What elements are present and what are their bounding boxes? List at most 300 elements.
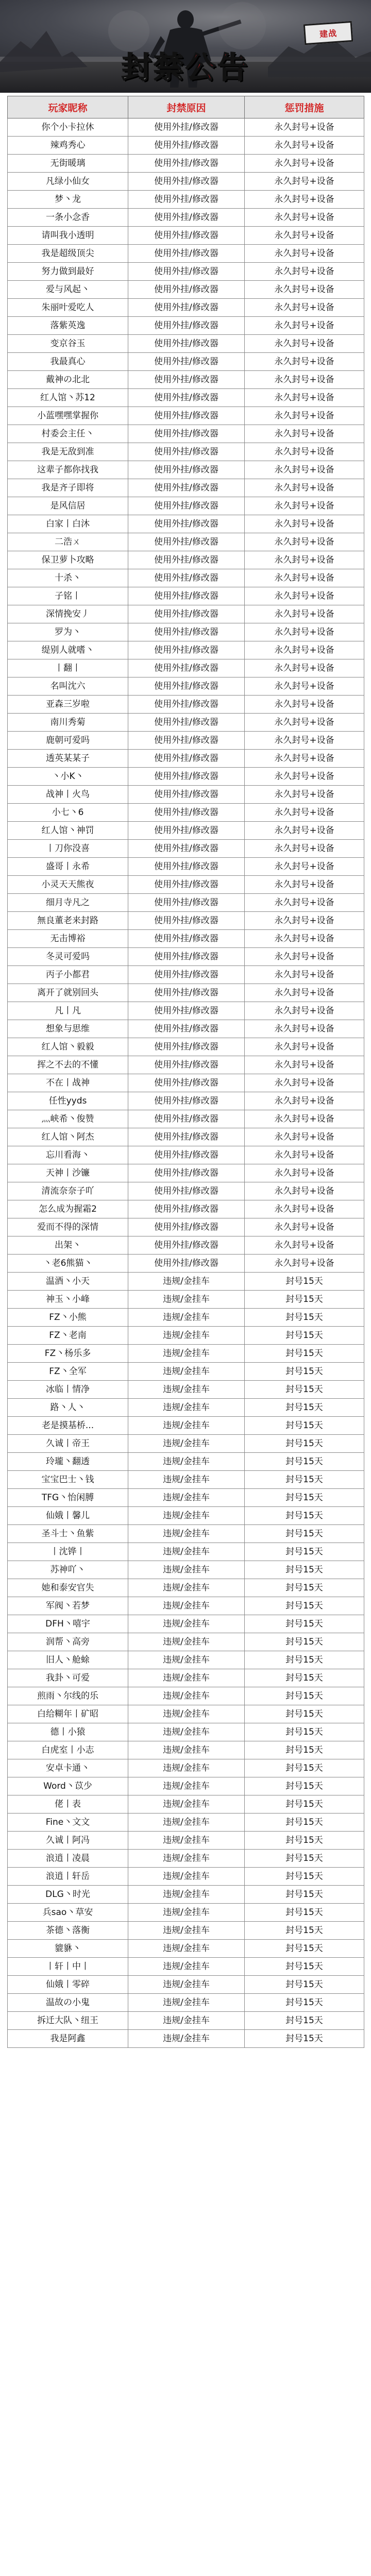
cell-penalty: 永久封号+设备 [245,1020,364,1038]
cell-ban-reason: 使用外挂/修改器 [128,714,245,732]
cell-ban-reason: 违规/金挂车 [128,1940,245,1958]
cell-player-name: 凡绿小仙女 [8,173,128,191]
cell-player-name: 鹿朝可爱吗 [8,732,128,750]
cell-ban-reason: 使用外挂/修改器 [128,263,245,281]
cell-ban-reason: 使用外挂/修改器 [128,299,245,317]
cell-player-name: 透英某某子 [8,750,128,768]
cell-player-name: 仙娥丨馨儿 [8,1507,128,1525]
cell-player-name: 我是齐子即将 [8,479,128,497]
cell-player-name: 润帮丶高旁 [8,1633,128,1651]
cell-ban-reason: 使用外挂/修改器 [128,1146,245,1164]
cell-ban-reason: 使用外挂/修改器 [128,894,245,912]
table-row [8,858,364,876]
cell-penalty: 永久封号+设备 [245,1255,364,1273]
table-row [8,1795,364,1814]
cell-ban-reason: 使用外挂/修改器 [128,389,245,407]
cell-ban-reason: 使用外挂/修改器 [128,533,245,551]
cell-penalty: 永久封号+设备 [245,443,364,461]
cell-ban-reason: 违规/金挂车 [128,1687,245,1705]
cell-ban-reason: 违规/金挂车 [128,2030,245,2048]
cell-penalty: 封号15天 [245,2030,364,2048]
cell-player-name: 请叫我小透明 [8,227,128,245]
table-row [8,1543,364,1561]
cell-ban-reason: 使用外挂/修改器 [128,966,245,984]
cell-penalty: 永久封号+设备 [245,263,364,281]
table-row [8,1381,364,1399]
cell-penalty: 封号15天 [245,1597,364,1615]
cell-player-name: 老是摸基桥... [8,1417,128,1435]
cell-player-name: 無良董老来封路 [8,912,128,930]
cell-player-name: 玲瓏丶翻透 [8,1453,128,1471]
cell-ban-reason: 违规/金挂车 [128,1615,245,1633]
title-red-part: 公告 [185,50,250,85]
cell-penalty: 永久封号+设备 [245,191,364,209]
cell-player-name: 十杀丶 [8,569,128,587]
cell-player-name: 红人馆丶毅毅 [8,1038,128,1056]
table-row [8,1273,364,1291]
table-row [8,1814,364,1832]
cell-ban-reason: 使用外挂/修改器 [128,587,245,605]
cell-player-name: 我卦丶可爱 [8,1669,128,1687]
cell-ban-reason: 使用外挂/修改器 [128,371,245,389]
cell-ban-reason: 违规/金挂车 [128,1561,245,1579]
cell-penalty: 封号15天 [245,1976,364,1994]
cell-ban-reason: 使用外挂/修改器 [128,840,245,858]
cell-player-name: 村委会主任丶 [8,425,128,443]
table-row [8,948,364,966]
table-row [8,1128,364,1146]
cell-ban-reason: 使用外挂/修改器 [128,659,245,677]
cell-player-name: 子铭丨 [8,587,128,605]
cell-ban-reason: 使用外挂/修改器 [128,137,245,155]
table-row [8,461,364,479]
table-row [8,714,364,732]
cell-player-name: 戴神の北北 [8,371,128,389]
cell-penalty: 永久封号+设备 [245,623,364,641]
table-row [8,2012,364,2030]
table-row [8,335,364,353]
cell-player-name: 白给糊年丨矿昭 [8,1705,128,1723]
cell-ban-reason: 使用外挂/修改器 [128,605,245,623]
cell-player-name: 浪逍丨凌晨 [8,1850,128,1868]
table-row [8,1777,364,1795]
cell-ban-reason: 使用外挂/修改器 [128,641,245,659]
cell-penalty: 永久封号+设备 [245,587,364,605]
cell-ban-reason: 使用外挂/修改器 [128,876,245,894]
table-row [8,1164,364,1182]
cell-player-name: 梦丶龙 [8,191,128,209]
cell-player-name: 冰临丨情净 [8,1381,128,1399]
cell-player-name: 丶老6熊猫丶 [8,1255,128,1273]
cell-penalty: 封号15天 [245,1381,364,1399]
cell-ban-reason: 使用外挂/修改器 [128,209,245,227]
cell-penalty: 封号15天 [245,1435,364,1453]
table-row [8,1471,364,1489]
cell-penalty: 封号15天 [245,1561,364,1579]
cell-ban-reason: 使用外挂/修改器 [128,1110,245,1128]
cell-penalty: 永久封号+设备 [245,173,364,191]
cell-penalty: 封号15天 [245,1922,364,1940]
table-row [8,1976,364,1994]
cell-player-name: 无街暖璃 [8,155,128,173]
cell-penalty: 封号15天 [245,1453,364,1471]
cell-penalty: 封号15天 [245,1579,364,1597]
cell-penalty: 封号15天 [245,1723,364,1741]
cell-ban-reason: 使用外挂/修改器 [128,732,245,750]
cell-ban-reason: 使用外挂/修改器 [128,1182,245,1200]
title-white-part: 封禁 [121,50,185,85]
cell-ban-reason: 违规/金挂车 [128,1651,245,1669]
cell-ban-reason: 使用外挂/修改器 [128,569,245,587]
cell-penalty: 永久封号+设备 [245,245,364,263]
cell-penalty: 封号15天 [245,1940,364,1958]
table-row [8,1687,364,1705]
table-row [8,659,364,677]
table-row [8,966,364,984]
cell-ban-reason: 使用外挂/修改器 [128,1056,245,1074]
table-row [8,696,364,714]
table-body [8,118,364,2048]
cell-penalty: 永久封号+设备 [245,515,364,533]
cell-ban-reason: 违规/金挂车 [128,1417,245,1435]
table-row [8,876,364,894]
table-row [8,569,364,587]
cell-penalty: 永久封号+设备 [245,227,364,245]
cell-player-name: 苏神吖丶 [8,1561,128,1579]
cell-penalty: 永久封号+设备 [245,533,364,551]
cell-player-name: 久诚丨阿冯 [8,1832,128,1850]
table-row [8,1092,364,1110]
cell-ban-reason: 违规/金挂车 [128,1705,245,1723]
cell-penalty: 永久封号+设备 [245,641,364,659]
cell-ban-reason: 使用外挂/修改器 [128,353,245,371]
table-row [8,1110,364,1128]
cell-player-name: 茶德丶落衡 [8,1922,128,1940]
cell-ban-reason: 违规/金挂车 [128,1327,245,1345]
table-row [8,1723,364,1741]
cell-penalty: 永久封号+设备 [245,155,364,173]
game-logo-badge [303,21,353,45]
cell-player-name: 温故の小鬼 [8,1994,128,2012]
cell-player-name: 她和泰安官失 [8,1579,128,1597]
cell-player-name: 佬丨表 [8,1795,128,1814]
cell-player-name: 清流奈奈子吖 [8,1182,128,1200]
cell-player-name: 丙子小都君 [8,966,128,984]
table-row [8,894,364,912]
cell-penalty: 封号15天 [245,1633,364,1651]
table-row [8,1525,364,1543]
cell-ban-reason: 使用外挂/修改器 [128,1038,245,1056]
table-row [8,1489,364,1507]
cell-player-name: 丨沈铧丨 [8,1543,128,1561]
cell-penalty: 永久封号+设备 [245,551,364,569]
cell-ban-reason: 使用外挂/修改器 [128,191,245,209]
cell-ban-reason: 使用外挂/修改器 [128,822,245,840]
cell-player-name: 拆迁大队丶纽王 [8,2012,128,2030]
table-row [8,930,364,948]
cell-ban-reason: 违规/金挂车 [128,1850,245,1868]
cell-ban-reason: 使用外挂/修改器 [128,173,245,191]
cell-player-name: 保卫萝卜攻略 [8,551,128,569]
cell-ban-reason: 使用外挂/修改器 [128,317,245,335]
cell-ban-reason: 违规/金挂车 [128,1814,245,1832]
cell-player-name: 任性yyds [8,1092,128,1110]
cell-player-name: 是风信居 [8,497,128,515]
cell-penalty: 封号15天 [245,1850,364,1868]
table-row [8,1958,364,1976]
cell-ban-reason: 使用外挂/修改器 [128,515,245,533]
cell-ban-reason: 使用外挂/修改器 [128,912,245,930]
table-row [8,1705,364,1723]
header-ban-reason: 封禁原因 [128,96,245,118]
table-row [8,822,364,840]
cell-penalty: 永久封号+设备 [245,209,364,227]
cell-ban-reason: 违规/金挂车 [128,1976,245,1994]
table-row [8,1417,364,1435]
table-row [8,732,364,750]
cell-ban-reason: 使用外挂/修改器 [128,696,245,714]
cell-ban-reason: 违规/金挂车 [128,1868,245,1886]
cell-ban-reason: 使用外挂/修改器 [128,1164,245,1182]
table-row [8,1309,364,1327]
cell-penalty: 封号15天 [245,1795,364,1814]
cell-ban-reason: 使用外挂/修改器 [128,1236,245,1255]
table-row [8,155,364,173]
table-row [8,299,364,317]
cell-penalty: 封号15天 [245,1994,364,2012]
cell-player-name: 温酒丶小天 [8,1273,128,1291]
cell-penalty: 永久封号+设备 [245,1092,364,1110]
cell-ban-reason: 违规/金挂车 [128,1669,245,1687]
cell-player-name: 缇别人就嗜丶 [8,641,128,659]
cell-player-name: 名叫沈六 [8,677,128,696]
table-row [8,281,364,299]
cell-player-name: 二浩ㄨ [8,533,128,551]
cell-penalty: 封号15天 [245,1705,364,1723]
cell-player-name: Fine丶文文 [8,1814,128,1832]
cell-player-name: 小灵天天熊夜 [8,876,128,894]
cell-ban-reason: 使用外挂/修改器 [128,461,245,479]
cell-player-name: 安卓卡通丶 [8,1759,128,1777]
table-row [8,551,364,569]
cell-ban-reason: 使用外挂/修改器 [128,479,245,497]
cell-player-name: DFH丶嘻宇 [8,1615,128,1633]
table-row [8,1561,364,1579]
table-row [8,407,364,425]
cell-penalty: 永久封号+设备 [245,389,364,407]
cell-player-name: 细月寺凡之 [8,894,128,912]
table-row [8,1615,364,1633]
table-row [8,804,364,822]
cell-penalty: 永久封号+设备 [245,479,364,497]
cell-penalty: 永久封号+设备 [245,299,364,317]
cell-player-name: 灬峡希丶俊赞 [8,1110,128,1128]
table-row [8,1218,364,1236]
table-row [8,1507,364,1525]
cell-penalty: 封号15天 [245,2012,364,2030]
cell-player-name: 煎雨丶尔线的乐 [8,1687,128,1705]
cell-penalty: 永久封号+设备 [245,605,364,623]
cell-penalty: 永久封号+设备 [245,732,364,750]
cell-player-name: 天神丨沙镰 [8,1164,128,1182]
game-logo-text: 建战 [319,28,338,39]
table-row [8,1633,364,1651]
table-row [8,1651,364,1669]
cell-penalty: 永久封号+设备 [245,118,364,137]
cell-penalty: 永久封号+设备 [245,461,364,479]
cell-penalty: 永久封号+设备 [245,335,364,353]
cell-penalty: 封号15天 [245,1309,364,1327]
table-row [8,1435,364,1453]
cell-penalty: 封号15天 [245,1345,364,1363]
cell-ban-reason: 使用外挂/修改器 [128,1092,245,1110]
cell-player-name: 浪逍丨轩岳 [8,1868,128,1886]
table-row [8,1904,364,1922]
cell-player-name: TFG丶怡闲膊 [8,1489,128,1507]
table-row [8,587,364,605]
table-row [8,786,364,804]
cell-penalty: 永久封号+设备 [245,1200,364,1218]
cell-penalty: 封号15天 [245,1507,364,1525]
cell-player-name: FZ丶老南 [8,1327,128,1345]
cell-ban-reason: 使用外挂/修改器 [128,1200,245,1218]
cell-penalty: 永久封号+设备 [245,371,364,389]
cell-penalty: 永久封号+设备 [245,317,364,335]
table-row [8,677,364,696]
table-row [8,1759,364,1777]
table-row [8,1291,364,1309]
cell-player-name: 战神丨火鸟 [8,786,128,804]
table-row [8,443,364,461]
cell-player-name: 我是超级顶尖 [8,245,128,263]
cell-penalty: 永久封号+设备 [245,822,364,840]
cell-player-name: 变京谷玉 [8,335,128,353]
cell-player-name: 忘川看海丶 [8,1146,128,1164]
cell-penalty: 永久封号+设备 [245,1128,364,1146]
cell-ban-reason: 违规/金挂车 [128,1904,245,1922]
cell-ban-reason: 使用外挂/修改器 [128,227,245,245]
table-row [8,317,364,335]
cell-penalty: 永久封号+设备 [245,948,364,966]
table-row [8,227,364,245]
cell-player-name: 丶小K丶 [8,768,128,786]
cell-player-name: 出架丶 [8,1236,128,1255]
cell-penalty: 永久封号+设备 [245,659,364,677]
table-row [8,1850,364,1868]
cell-ban-reason: 使用外挂/修改器 [128,443,245,461]
cell-ban-reason: 使用外挂/修改器 [128,786,245,804]
cell-player-name: 军阀丶若梦 [8,1597,128,1615]
cell-player-name: 努力做到最好 [8,263,128,281]
cell-player-name: 挥之不去的不懂 [8,1056,128,1074]
cell-ban-reason: 违规/金挂车 [128,1832,245,1850]
cell-player-name: 我是无敌到准 [8,443,128,461]
cell-player-name: 辣鸡秀心 [8,137,128,155]
cell-penalty: 封号15天 [245,1832,364,1850]
cell-ban-reason: 违规/金挂车 [128,1741,245,1759]
table-row [8,1922,364,1940]
table-row [8,1741,364,1759]
cell-penalty: 永久封号+设备 [245,696,364,714]
cell-ban-reason: 违规/金挂车 [128,1381,245,1399]
cell-penalty: 永久封号+设备 [245,1002,364,1020]
cell-player-name: 丨轩丨中丨 [8,1958,128,1976]
cell-ban-reason: 使用外挂/修改器 [128,858,245,876]
cell-ban-reason: 违规/金挂车 [128,1507,245,1525]
cell-player-name: 深情挽安丿 [8,605,128,623]
table-row [8,425,364,443]
cell-ban-reason: 使用外挂/修改器 [128,407,245,425]
cell-player-name: 白家丨白沐 [8,515,128,533]
cell-penalty: 封号15天 [245,1904,364,1922]
cell-penalty: 永久封号+设备 [245,407,364,425]
cell-penalty: 封号15天 [245,1814,364,1832]
cell-ban-reason: 违规/金挂车 [128,2012,245,2030]
cell-penalty: 封号15天 [245,1543,364,1561]
table-row [8,2030,364,2048]
cell-penalty: 永久封号+设备 [245,984,364,1002]
cell-player-name: 想象与思维 [8,1020,128,1038]
cell-player-name: 这辈子都你找我 [8,461,128,479]
cell-player-name: 红人馆丶阿杰 [8,1128,128,1146]
cell-penalty: 永久封号+设备 [245,912,364,930]
cell-player-name: 亚森三岁啦 [8,696,128,714]
cell-penalty: 封号15天 [245,1759,364,1777]
cell-ban-reason: 违规/金挂车 [128,1633,245,1651]
cell-penalty: 封号15天 [245,1615,364,1633]
cell-ban-reason: 使用外挂/修改器 [128,1218,245,1236]
cell-penalty: 永久封号+设备 [245,1038,364,1056]
cell-player-name: 小蓝嘿嘿掌握你 [8,407,128,425]
cell-ban-reason: 违规/金挂车 [128,1453,245,1471]
table-row [8,641,364,659]
table-row [8,1146,364,1164]
table-header-row [8,96,364,118]
table-row [8,1886,364,1904]
cell-ban-reason: 违规/金挂车 [128,1291,245,1309]
cell-player-name: 德丨小猿 [8,1723,128,1741]
cell-ban-reason: 使用外挂/修改器 [128,425,245,443]
cell-ban-reason: 使用外挂/修改器 [128,335,245,353]
cell-ban-reason: 使用外挂/修改器 [128,281,245,299]
cell-ban-reason: 违规/金挂车 [128,1399,245,1417]
cell-player-name: 南川秀菊 [8,714,128,732]
cell-ban-reason: 使用外挂/修改器 [128,245,245,263]
cell-ban-reason: 使用外挂/修改器 [128,155,245,173]
cell-player-name: FZ丶全军 [8,1363,128,1381]
table-row [8,137,364,155]
cell-player-name: 红人馆丶神罚 [8,822,128,840]
table-row [8,1345,364,1363]
table-row [8,1994,364,2012]
cell-ban-reason: 违规/金挂车 [128,1795,245,1814]
table-row [8,191,364,209]
cell-player-name: 小七丶6 [8,804,128,822]
cell-player-name: 怎么成为握霜2 [8,1200,128,1218]
cell-player-name: 爱而不得的深情 [8,1218,128,1236]
table-row [8,209,364,227]
cell-player-name: 仙娥丨零碎 [8,1976,128,1994]
cell-ban-reason: 违规/金挂车 [128,1723,245,1741]
cell-ban-reason: 使用外挂/修改器 [128,930,245,948]
table-row [8,1832,364,1850]
cell-ban-reason: 违规/金挂车 [128,1543,245,1561]
cell-ban-reason: 使用外挂/修改器 [128,948,245,966]
cell-player-name: Word丶苡少 [8,1777,128,1795]
cell-penalty: 封号15天 [245,1741,364,1759]
cell-ban-reason: 违规/金挂车 [128,1886,245,1904]
cell-penalty: 封号15天 [245,1471,364,1489]
